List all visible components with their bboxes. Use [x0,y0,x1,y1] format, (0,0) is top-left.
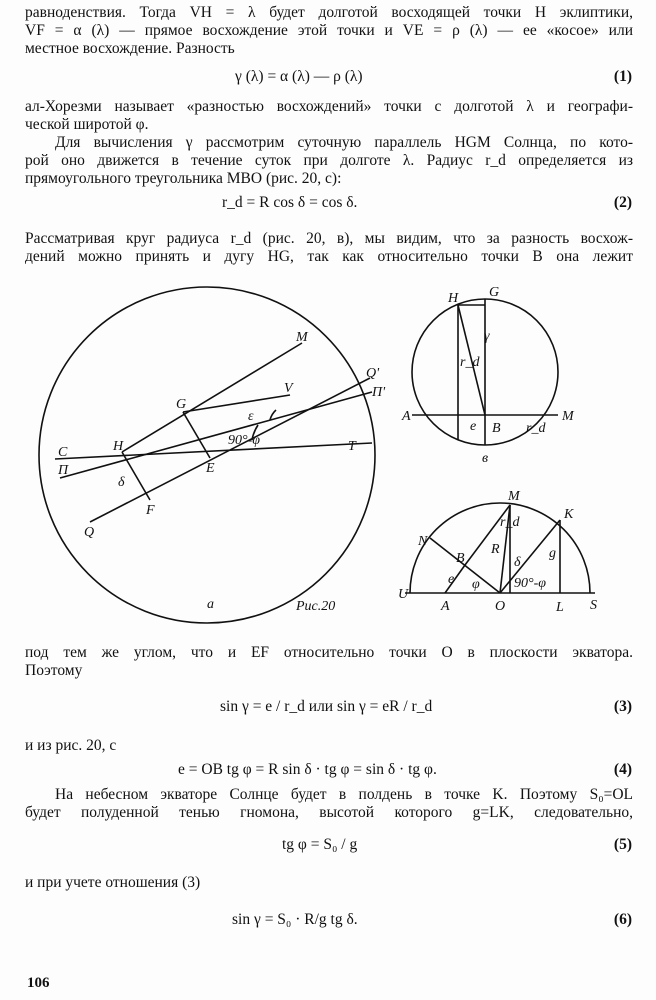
label-90-phi: 90°-φ [228,433,261,448]
label-epsilon: ε [248,409,254,424]
label-O: O [495,599,506,614]
text-line: прямоугольного треугольника MBO (рис. 20, с): [25,170,342,187]
text-line: На небесном экваторе Солнце будет в полдень в точке K. Поэтому S₀=OL [55,786,633,803]
label-v: в [482,451,489,466]
label-M: M [296,330,308,345]
label-F: F [146,503,155,518]
text-line: рой оно движется в течение суток при долготе λ. Радиус r_d определяется из [25,152,633,169]
equation-number: (4) [613,761,632,778]
text-line: под тем же углом, что и EF относительно точки O в плоскости экватора. [25,644,633,661]
label-N: N [418,534,428,549]
label-delta: δ [514,555,521,570]
equation-6 [0,911,656,929]
equation-formula: e = OB tg φ = R sin δ · tg φ = sin δ · tg φ. [178,761,437,778]
paragraph-6 [25,786,633,822]
label-P-prime: П' [372,385,386,400]
label-Q-prime: Q' [366,366,380,381]
label-rd: r_d [500,515,520,530]
equation-number: (1) [613,68,632,85]
equation-formula: sin γ = e / r_d или sin γ = eR / r_d [220,698,433,715]
paragraph-5 [25,737,633,755]
text-line: VF = α (λ) — прямое восхождение этой точки и VE = ρ (λ) — ее «косое» или [25,22,633,39]
equation-formula: tg φ = S₀ / g [282,836,358,853]
text-line: Поэтому [25,662,83,679]
equation-3 [0,698,656,716]
label-G: G [176,397,187,412]
equation-number: (2) [613,194,632,211]
figure-c [398,489,597,615]
text-line: равноденствия. Тогда VH = λ будет долготой восходящей точки H эклиптики, [25,4,633,21]
label-M: M [562,409,574,424]
label-g: g [549,546,556,561]
label-G: G [489,285,500,300]
text-line: Для вычисления γ рассмотрим суточную параллель HGM Солнца, по кото- [55,134,633,151]
equation-number: (5) [613,836,632,853]
label-R: R [491,542,500,557]
label-E: E [206,461,215,476]
label-T: T [348,439,356,454]
figure-a [39,287,386,623]
label-A: A [441,599,450,614]
label-Q: Q [84,525,95,540]
label-K: K [564,507,574,522]
figure-caption: Рис.20 [296,599,336,614]
label-A: A [402,409,411,424]
equation-formula: sin γ = S₀ · R/g tg δ. [232,911,358,928]
equation-formula: γ (λ) = α (λ) — ρ (λ) [235,68,363,85]
equation-4 [0,761,656,779]
label-C: C [58,445,68,460]
label-H: H [448,291,459,306]
label-H: H [113,439,124,454]
text-line: и при учете отношения (3) [25,874,201,891]
equation-number: (6) [613,911,632,928]
text-line: Рассматривая круг радиуса r_d (рис. 20, в), мы видим, что за разность восхож- [25,230,633,247]
label-delta: δ [118,475,125,490]
label-rd: r_d [526,421,546,436]
label-M: M [508,489,520,504]
label-L: L [556,600,564,615]
paragraph-7 [25,874,633,892]
equation-formula: r_d = R cos δ = cos δ. [222,194,358,211]
page-number: 106 [27,975,50,991]
label-a: a [207,597,214,612]
label-phi: φ [472,577,480,592]
text-line: будет полуденной тенью гномона, высотой которого g=LK, следовательно, [25,804,633,821]
paragraph-4 [25,644,633,680]
label-P: П [58,463,69,478]
equation-number: (3) [613,698,632,715]
text-line: дений можно принять и дугу HG, так как относительно точки B она лежит [25,248,633,265]
label-V: V [284,381,293,396]
label-rd-2: r_d [460,355,480,370]
label-gamma: γ [484,329,490,344]
label-e: e [470,419,477,434]
label-S: S [590,598,597,613]
figure-b [401,285,575,466]
label-B: B [456,551,465,566]
text-line: ал-Хорезми называет «разностью восхождений» точки с долготой λ и географи- [25,98,633,115]
label-B: B [492,421,501,436]
label-90-phi: 90°-φ [514,576,547,591]
text-line: ческой широтой φ. [25,116,149,133]
label-e: e [448,572,455,587]
text-line: и из рис. 20, с [25,737,117,754]
text-line: местное восхождение. Разность [25,40,235,57]
equation-5 [0,836,656,854]
label-U: U [398,587,409,602]
